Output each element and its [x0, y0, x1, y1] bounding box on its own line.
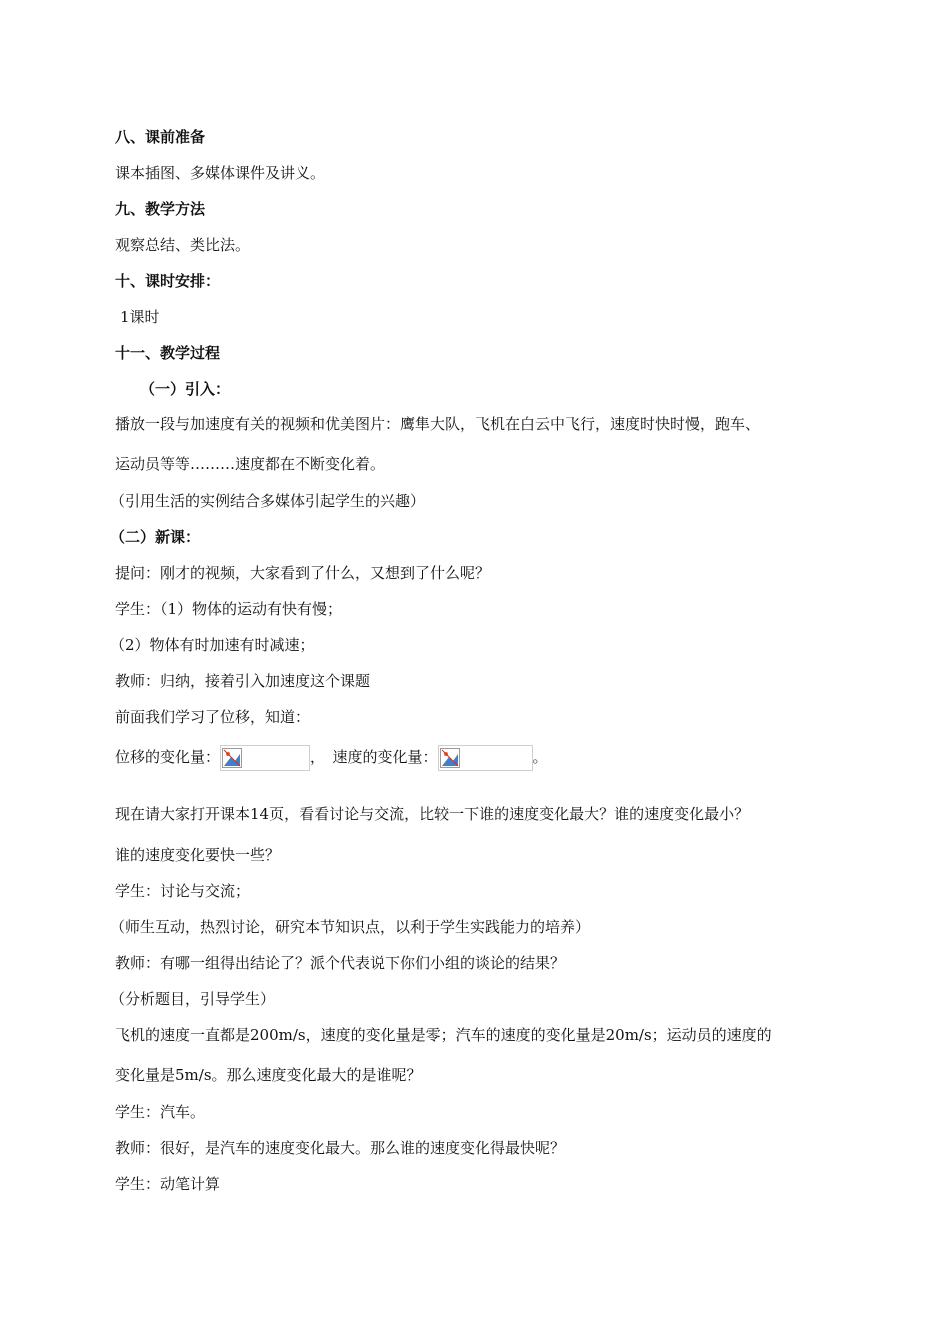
paragraph: （分析题目，引导学生） — [110, 990, 276, 1008]
paragraph: 播放一段与加速度有关的视频和优美图片：鹰隼大队，飞机在白云中飞行，速度时快时慢，跑车、 — [115, 415, 761, 433]
paragraph: 教师：归纳，接着引入加速度这个课题 — [115, 672, 371, 690]
paragraph: （引用生活的实例结合多媒体引起学生的兴趣） — [110, 492, 426, 510]
paragraph: 谁的速度变化要快一些？ — [115, 846, 281, 864]
paragraph: 教师：很好，是汽车的速度变化最大。那么谁的速度变化得最快呢？ — [115, 1139, 566, 1157]
text: 。 — [532, 748, 548, 766]
paragraph: 前面我们学习了位移，知道： — [115, 708, 311, 726]
text: 位移的变化量： — [115, 748, 221, 766]
paragraph: 现在请大家打开课本14页，看看讨论与交流，比较一下谁的速度变化最大？谁的速度变化最小？ — [115, 805, 750, 823]
section-heading-schedule: 十、课时安排： — [115, 272, 221, 290]
subheading-new-lesson: （二）新课： — [110, 528, 201, 546]
paragraph: 学生：讨论与交流； — [115, 882, 251, 900]
paragraph: 变化量是5m/s。那么速度变化最大的是谁呢？ — [115, 1066, 422, 1084]
formula-image-displacement — [220, 745, 310, 771]
paragraph: 教师：有哪一组得出结论了？派个代表说下你们小组的谈论的结果？ — [115, 954, 566, 972]
section-heading-process: 十一、教学过程 — [115, 344, 221, 362]
paragraph: （师生互动，热烈讨论，研究本节知识点，以利于学生实践能力的培养） — [110, 918, 591, 936]
subheading-introduction: （一）引入： — [140, 380, 231, 398]
formula-image-velocity — [438, 745, 533, 771]
paragraph: 1课时 — [120, 308, 160, 326]
broken-image-icon — [222, 748, 242, 768]
section-heading-method: 九、教学方法 — [115, 200, 206, 218]
paragraph: 课本插图、多媒体课件及讲义。 — [115, 164, 326, 182]
section-heading-preparation: 八、课前准备 — [115, 128, 206, 146]
formula-line — [115, 743, 548, 771]
paragraph: 学生：动笔计算 — [115, 1175, 221, 1193]
paragraph: 运动员等等………速度都在不断变化着。 — [115, 455, 386, 473]
paragraph: 观察总结、类比法。 — [115, 236, 251, 254]
paragraph: 学生：汽车。 — [115, 1103, 206, 1121]
paragraph: 学生：（1）物体的运动有快有慢； — [115, 600, 343, 618]
paragraph: 提问：刚才的视频，大家看到了什么，又想到了什么呢？ — [115, 564, 491, 582]
paragraph: 飞机的速度一直都是200m/s，速度的变化量是零；汽车的速度的变化量是20m/s；运动员的速度的 — [115, 1026, 772, 1044]
text: ， 速度的变化量： — [310, 748, 438, 766]
broken-image-icon — [440, 748, 460, 768]
paragraph: （2）物体有时加速有时减速； — [110, 636, 315, 654]
